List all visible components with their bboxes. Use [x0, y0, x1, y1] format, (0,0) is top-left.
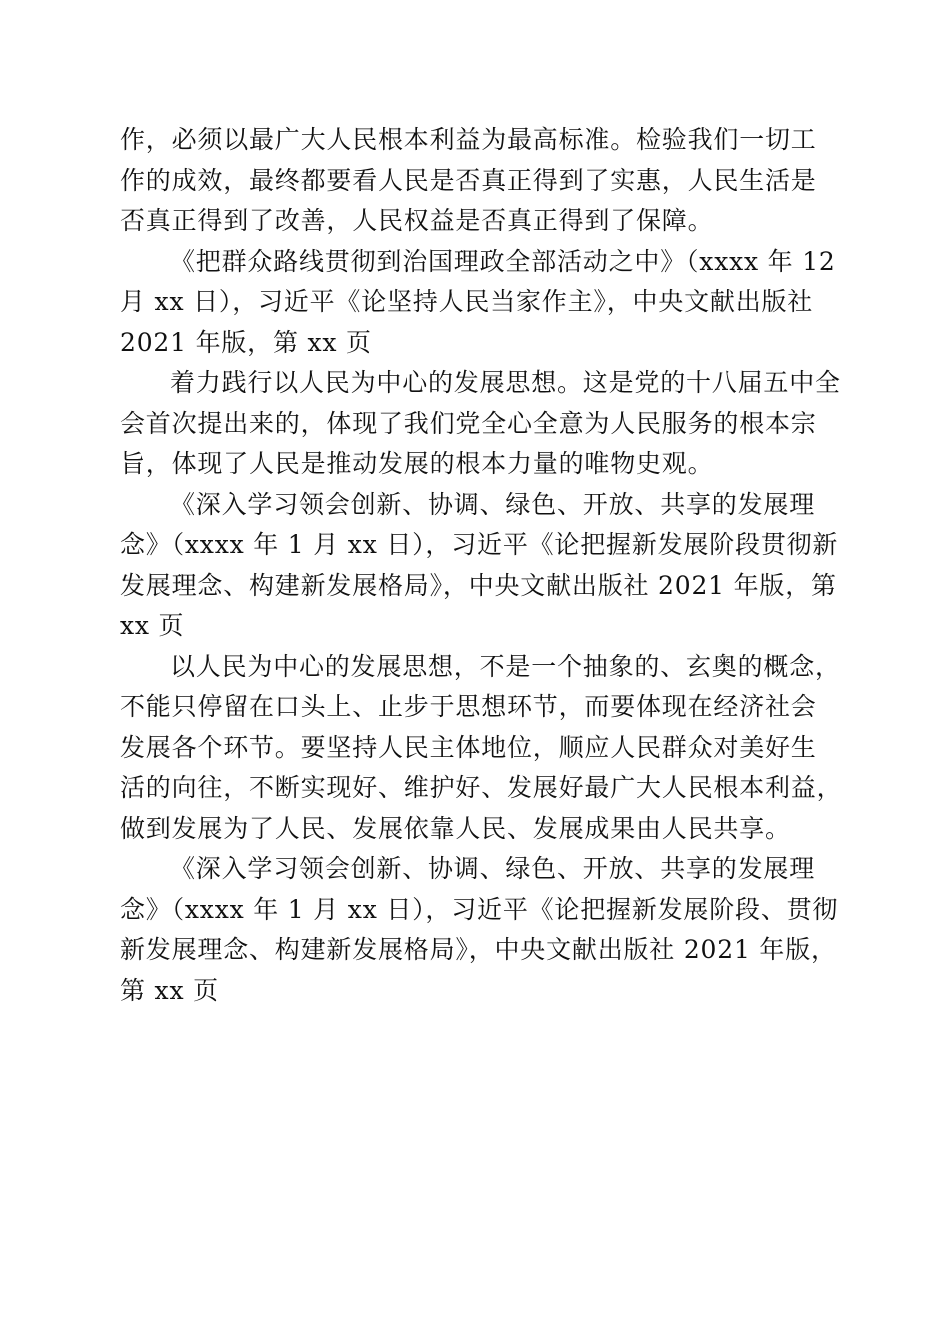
body-paragraph: [120, 120, 832, 242]
text-line: xx 页: [120, 611, 185, 640]
text-line: 第 xx 页: [120, 975, 219, 1005]
text-line: 否真正得到了改善，人民权益是否真正得到了保障。: [120, 206, 714, 235]
text-line: 《深入学习领会创新、协调、绿色、开放、共享的发展理: [170, 489, 816, 519]
text-line: 念》（xxxx 年 1 月 xx 日），习近平《论把握新发展阶段、贯彻: [120, 894, 839, 924]
body-paragraph: [120, 363, 841, 485]
text-line: 《深入学习领会创新、协调、绿色、开放、共享的发展理: [170, 854, 816, 883]
text-line: 活的向往，不断实现好、维护好、发展好最广大人民根本利益，: [120, 773, 843, 802]
text-line: 作，必须以最广大人民根本利益为最高标准。检验我们一切工: [120, 125, 817, 154]
body-paragraph: [120, 647, 843, 850]
text-line: 作的成效，最终都要看人民是否真正得到了实惠，人民生活是: [120, 165, 817, 195]
citation-paragraph: [120, 242, 836, 364]
text-line: 念》（xxxx 年 1 月 xx 日），习近平《论把握新发展阶段贯彻新: [120, 530, 839, 559]
text-line: 着力践行以人民为中心的发展思想。这是党的十八届五中全: [170, 368, 841, 397]
text-line: 2021 年版，第 xx 页: [120, 327, 372, 357]
text-line: 以人民为中心的发展思想，不是一个抽象的、玄奥的概念，: [170, 651, 841, 681]
text-line: 发展各个环节。要坚持人民主体地位，顺应人民群众对美好生: [120, 732, 817, 762]
text-line: 会首次提出来的，体现了我们党全心全意为人民服务的根本宗: [120, 408, 817, 438]
text-line: 《把群众路线贯彻到治国理政全部活动之中》（xxxx 年 12: [170, 246, 836, 276]
text-line: 做到发展为了人民、发展依靠人民、发展成果由人民共享。: [120, 813, 791, 843]
citation-paragraph: [120, 485, 839, 647]
text-line: 新发展理念、构建新发展格局》，中央文献出版社 2021 年版，: [120, 935, 837, 964]
document-body: [120, 120, 843, 1011]
text-line: 旨，体现了人民是推动发展的根本力量的唯物史观。: [120, 449, 714, 478]
text-line: 不能只停留在口头上、止步于思想环节，而要体现在经济社会: [120, 692, 817, 721]
citation-paragraph: [120, 849, 839, 1011]
text-line: 月 xx 日），习近平《论坚持人民当家作主》，中央文献出版社: [120, 287, 814, 316]
text-line: 发展理念、构建新发展格局》，中央文献出版社 2021 年版，第: [120, 570, 837, 600]
